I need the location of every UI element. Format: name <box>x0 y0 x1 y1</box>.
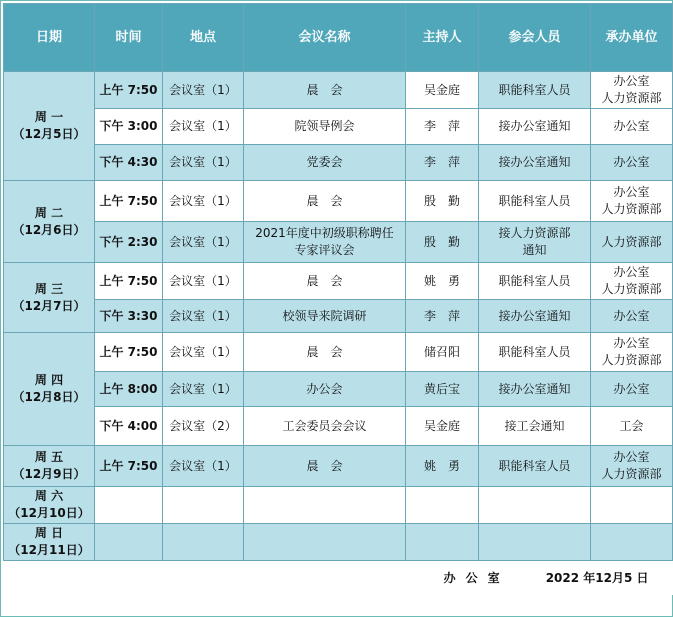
host-cell: 殷 勤 <box>406 222 479 263</box>
table-row <box>4 263 673 300</box>
table-row <box>4 72 673 109</box>
day-date: （12月9日） <box>12 467 86 481</box>
time-cell: 上午 7:50 <box>95 333 163 372</box>
place-cell: 会议室（1） <box>163 222 244 263</box>
attendees-cell: 职能科室人员 <box>479 333 591 372</box>
unit-cell <box>591 446 673 487</box>
header-row <box>4 4 673 72</box>
unit-cell <box>591 333 673 372</box>
empty-cell <box>244 487 406 524</box>
meeting-name-line: 专家评议会 <box>294 243 355 257</box>
day-label: 周 六 <box>34 489 64 503</box>
host-cell: 吴金庭 <box>406 72 479 109</box>
day-cell-saturday <box>4 487 95 524</box>
table-row <box>4 181 673 222</box>
time-cell: 下午 3:30 <box>95 300 163 333</box>
unit-cell: 办公室 <box>591 145 673 181</box>
table-row <box>4 300 673 333</box>
day-date: （12月11日） <box>8 543 90 557</box>
table-row <box>4 222 673 263</box>
place-cell: 会议室（1） <box>163 300 244 333</box>
meeting-name-line: 2021年度中初级职称聘任 <box>255 226 394 240</box>
meeting-name-cell: 晨 会 <box>244 333 406 372</box>
day-date: （12月10日） <box>8 506 90 520</box>
place-cell: 会议室（1） <box>163 372 244 407</box>
attendees-line: 接人力资源部 <box>498 226 571 240</box>
unit-cell: 办公室 <box>591 109 673 145</box>
place-cell: 会议室（2） <box>163 407 244 446</box>
place-cell: 会议室（1） <box>163 333 244 372</box>
unit-line: 人力资源部 <box>601 467 662 481</box>
empty-cell <box>591 487 673 524</box>
place-cell: 会议室（1） <box>163 72 244 109</box>
host-cell: 李 萍 <box>406 109 479 145</box>
host-cell: 姚 勇 <box>406 446 479 487</box>
unit-line: 办公室 <box>613 336 650 350</box>
day-date: （12月7日） <box>12 298 86 313</box>
meeting-name-cell: 晨 会 <box>244 181 406 222</box>
meeting-name-cell: 晨 会 <box>244 263 406 300</box>
meeting-schedule-table <box>3 3 673 595</box>
attendees-cell: 职能科室人员 <box>479 263 591 300</box>
meeting-name-cell: 院领导例会 <box>244 109 406 145</box>
col-header-place: 地点 <box>163 4 244 72</box>
host-cell: 殷 勤 <box>406 181 479 222</box>
host-cell: 吴金庭 <box>406 407 479 446</box>
unit-line: 办公室 <box>613 450 650 464</box>
attendees-cell: 接办公室通知 <box>479 300 591 333</box>
attendees-cell: 职能科室人员 <box>479 72 591 109</box>
unit-line: 办公室 <box>613 185 650 199</box>
day-cell-monday <box>4 72 95 181</box>
col-header-time: 时间 <box>95 4 163 72</box>
time-cell: 下午 4:30 <box>95 145 163 181</box>
time-cell: 下午 4:00 <box>95 407 163 446</box>
attendees-cell: 职能科室人员 <box>479 181 591 222</box>
table-row <box>4 109 673 145</box>
day-cell-tuesday <box>4 181 95 263</box>
place-cell: 会议室（1） <box>163 446 244 487</box>
attendees-cell: 接办公室通知 <box>479 109 591 145</box>
footer-signature <box>4 561 673 596</box>
unit-cell: 工会 <box>591 407 673 446</box>
day-cell-friday <box>4 446 95 487</box>
unit-cell: 办公室 <box>591 300 673 333</box>
day-label: 周 三 <box>34 281 64 296</box>
meeting-name-cell: 工会委员会会议 <box>244 407 406 446</box>
meeting-name-cell: 办公会 <box>244 372 406 407</box>
attendees-cell: 职能科室人员 <box>479 446 591 487</box>
host-cell: 黄后宝 <box>406 372 479 407</box>
col-header-attendees: 参会人员 <box>479 4 591 72</box>
host-cell: 姚 勇 <box>406 263 479 300</box>
place-cell: 会议室（1） <box>163 263 244 300</box>
table-row <box>4 446 673 487</box>
table-row <box>4 487 673 524</box>
unit-cell <box>591 181 673 222</box>
attendees-cell: 接办公室通知 <box>479 145 591 181</box>
empty-cell <box>163 524 244 561</box>
time-cell: 上午 7:50 <box>95 181 163 222</box>
empty-cell <box>591 524 673 561</box>
empty-cell <box>95 487 163 524</box>
table-row <box>4 407 673 446</box>
empty-cell <box>406 524 479 561</box>
time-cell: 上午 7:50 <box>95 72 163 109</box>
unit-line: 人力资源部 <box>601 91 662 105</box>
unit-line: 办公室 <box>613 265 650 279</box>
empty-cell <box>95 524 163 561</box>
day-date: （12月5日） <box>12 127 86 141</box>
empty-cell <box>406 487 479 524</box>
day-cell-sunday <box>4 524 95 561</box>
day-label: 周 二 <box>34 205 64 220</box>
meeting-name-cell: 党委会 <box>244 145 406 181</box>
unit-cell: 办公室 <box>591 372 673 407</box>
col-header-unit: 承办单位 <box>591 4 673 72</box>
meeting-name-cell: 晨 会 <box>244 446 406 487</box>
day-label: 周 一 <box>34 110 64 124</box>
day-date: （12月6日） <box>12 222 86 237</box>
day-cell-wednesday <box>4 263 95 333</box>
place-cell: 会议室（1） <box>163 145 244 181</box>
day-label: 周 日 <box>34 526 64 540</box>
unit-line: 办公室 <box>613 74 650 88</box>
issuing-department: 办公室 <box>443 570 510 585</box>
time-cell: 上午 8:00 <box>95 372 163 407</box>
unit-cell <box>591 263 673 300</box>
unit-cell <box>591 72 673 109</box>
place-cell: 会议室（1） <box>163 109 244 145</box>
unit-line: 人力资源部 <box>601 282 662 296</box>
empty-cell <box>244 524 406 561</box>
table-row <box>4 145 673 181</box>
meeting-name-cell: 校领导来院调研 <box>244 300 406 333</box>
day-date: （12月8日） <box>12 390 86 404</box>
footer-row <box>4 561 673 596</box>
unit-line: 人力资源部 <box>601 353 662 367</box>
col-header-meeting-name: 会议名称 <box>244 4 406 72</box>
place-cell: 会议室（1） <box>163 181 244 222</box>
time-cell: 上午 7:50 <box>95 446 163 487</box>
table-row <box>4 524 673 561</box>
unit-line: 人力资源部 <box>601 202 662 216</box>
col-header-date: 日期 <box>4 4 95 72</box>
empty-cell <box>479 487 591 524</box>
time-cell: 下午 2:30 <box>95 222 163 263</box>
attendees-line: 通知 <box>522 243 547 257</box>
table-row <box>4 333 673 372</box>
meeting-name-cell: 晨 会 <box>244 72 406 109</box>
empty-cell <box>479 524 591 561</box>
attendees-cell <box>479 222 591 263</box>
col-header-host: 主持人 <box>406 4 479 72</box>
empty-cell <box>163 487 244 524</box>
attendees-cell: 接办公室通知 <box>479 372 591 407</box>
attendees-cell: 接工会通知 <box>479 407 591 446</box>
meeting-name-cell <box>244 222 406 263</box>
unit-cell: 人力资源部 <box>591 222 673 263</box>
day-label: 周 五 <box>34 450 64 464</box>
host-cell: 李 萍 <box>406 145 479 181</box>
host-cell: 李 萍 <box>406 300 479 333</box>
table-row <box>4 372 673 407</box>
issue-date: 2022 年12月5 日 <box>545 570 649 585</box>
time-cell: 上午 7:50 <box>95 263 163 300</box>
day-cell-thursday <box>4 333 95 446</box>
day-label: 周 四 <box>34 373 64 387</box>
time-cell: 下午 3:00 <box>95 109 163 145</box>
host-cell: 储召阳 <box>406 333 479 372</box>
